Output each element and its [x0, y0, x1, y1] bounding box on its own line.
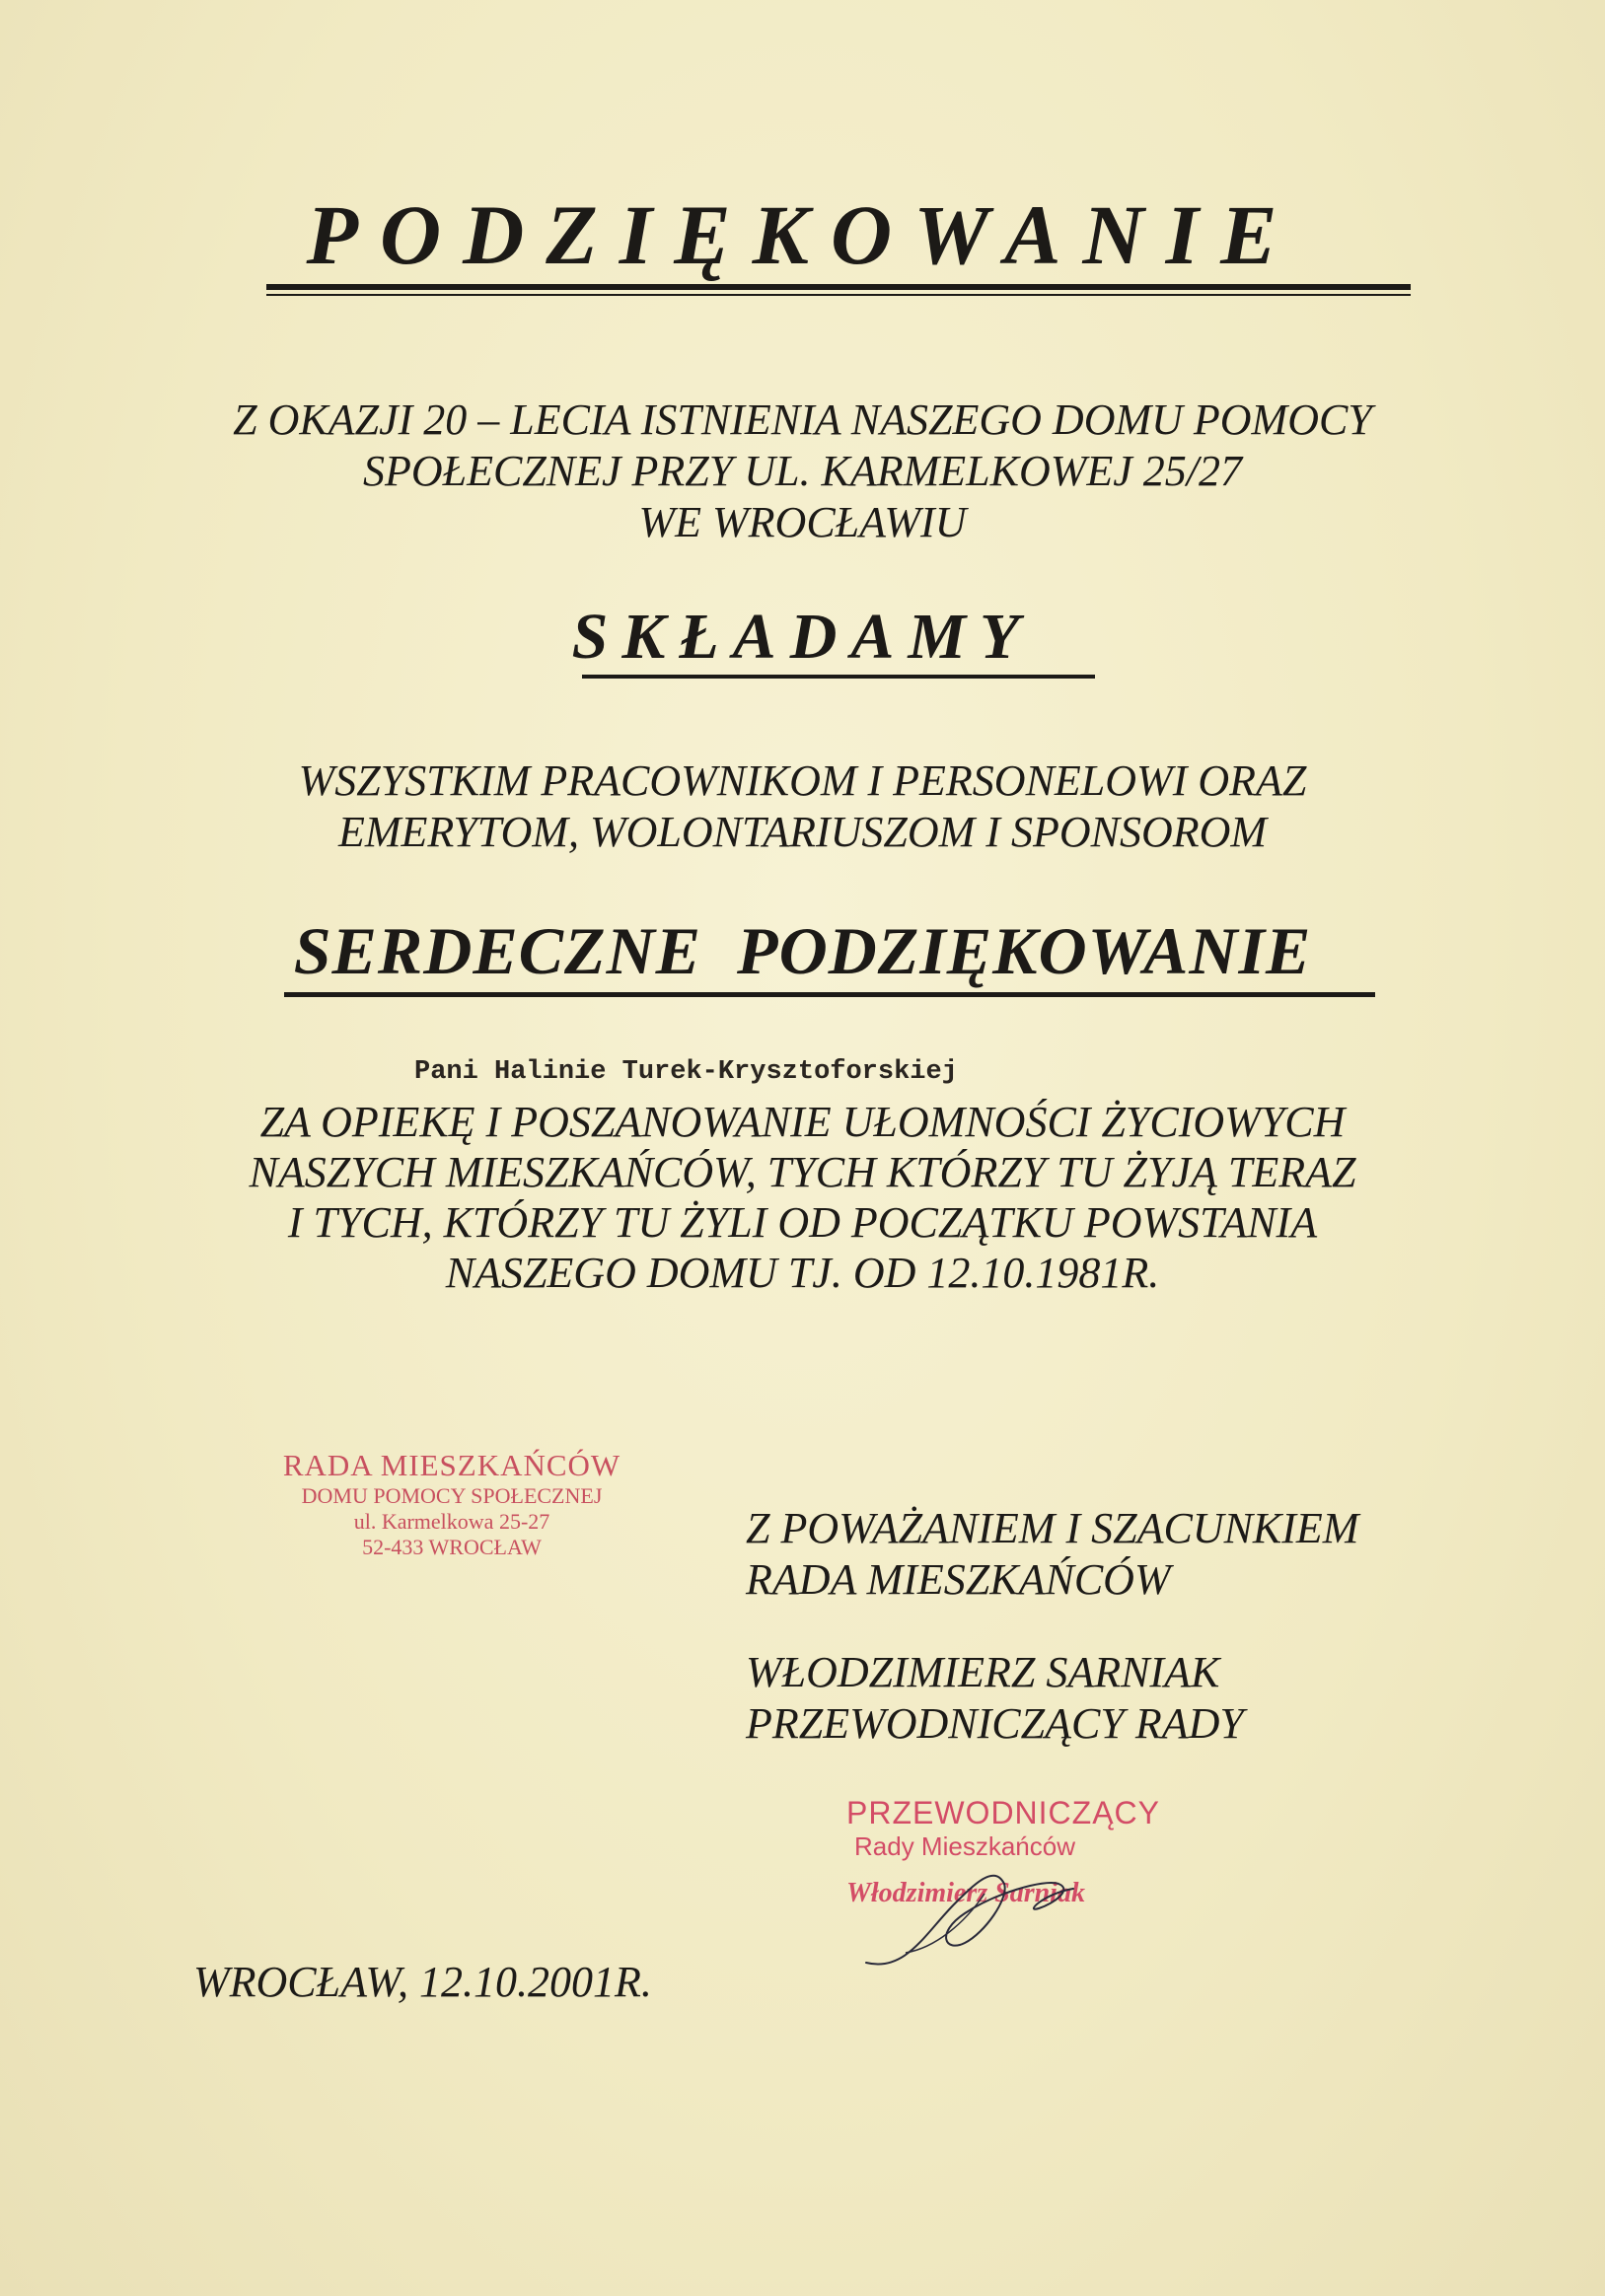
stamp-line: Rady Mieszkańców	[854, 1831, 1075, 1861]
stamp-line: Włodzimierz Sarniak	[846, 1878, 1085, 1908]
intro-paragraph	[0, 395, 1605, 548]
residents-council-stamp	[264, 1448, 639, 1560]
serdeczne-underline	[284, 992, 1375, 997]
stamp-line: PRZEWODNICZĄCY	[846, 1795, 1160, 1830]
closing-block	[746, 1503, 1358, 1750]
body-line: ZA OPIEKĘ I POSZANOWANIE UŁOMNOŚCI ŻYCIOWYCH	[259, 1098, 1346, 1146]
place-and-date: WROCŁAW, 12.10.2001R.	[193, 1958, 652, 2006]
body-line: NASZEGO DOMU TJ. OD 12.10.1981R.	[445, 1249, 1160, 1297]
handwritten-signature	[846, 1825, 1182, 1982]
recipients-line: EMERYTOM, WOLONTARIUSZOM I SPONSOROM	[337, 808, 1268, 856]
closing-line: RADA MIESZKAŃCÓW	[746, 1555, 1171, 1604]
heading-skladamy: SKŁADAMY	[571, 601, 1034, 673]
stamp-line: ul. Karmelkowa 25-27	[353, 1509, 550, 1534]
intro-line: Z OKAZJI 20 – LECIA ISTNIENIA NASZEGO DOMU POMOCY	[233, 395, 1372, 444]
skladamy-underline	[582, 675, 1095, 679]
body-line: I TYCH, KTÓRZY TU ŻYLI OD POCZĄTKU POWSTANIA	[287, 1198, 1318, 1247]
heading-serdeczne: SERDECZNE PODZIĘKOWANIE	[293, 913, 1312, 988]
body-paragraph	[0, 1097, 1605, 1298]
recipients-line: WSZYSTKIM PRACOWNIKOM I PERSONELOWI ORAZ	[298, 756, 1307, 805]
closing-line: WŁODZIMIERZ SARNIAK	[746, 1648, 1220, 1696]
stamp-line: DOMU POMOCY SPOŁECZNEJ	[301, 1483, 603, 1508]
intro-line: WE WROCŁAWIU	[638, 498, 967, 546]
stamp-line: 52-433 WROCŁAW	[362, 1535, 542, 1559]
closing-line: PRZEWODNICZĄCY RADY	[746, 1699, 1244, 1748]
title-underline-thin	[266, 294, 1411, 296]
title-underline	[266, 284, 1411, 290]
intro-line: SPOŁECZNEJ PRZY UL. KARMELKOWEJ 25/27	[362, 447, 1243, 495]
closing-line: Z POWAŻANIEM I SZACUNKIEM	[746, 1504, 1359, 1552]
body-line: NASZYCH MIESZKAŃCÓW, TYCH KTÓRZY TU ŻYJĄ TERAZ	[249, 1148, 1356, 1196]
recipients-paragraph	[0, 755, 1605, 858]
typed-recipient-name: Pani Halinie Turek-Krysztoforskiej	[414, 1057, 958, 1087]
stamp-line: RADA MIESZKAŃCÓW	[282, 1448, 621, 1482]
document-title: PODZIĘKOWANIE	[306, 187, 1299, 282]
